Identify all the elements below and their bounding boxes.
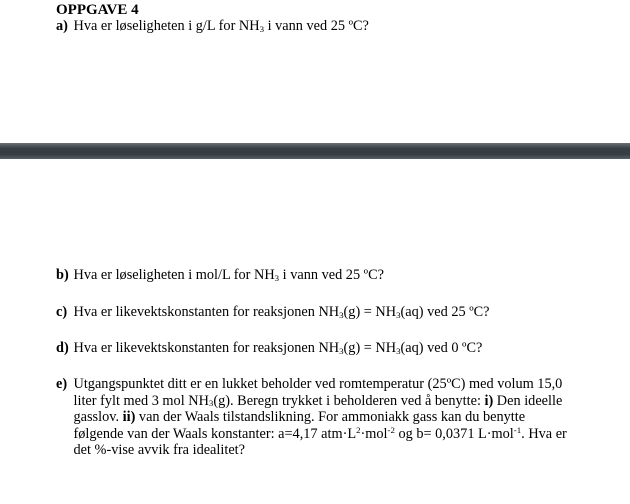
question-e-label: e) (56, 376, 68, 392)
question-c-label: c) (56, 304, 68, 320)
question-d-label: d) (56, 340, 69, 356)
question-c-text: Hva er likevektskonstanten for reaksjonen $NH_3(g) = NH_3(aq)$ ved 25 ºC? (73, 304, 490, 320)
question-a-text: Hva er løseligheten i g/L for $NH_3$ i vann ved 25 ºC? (73, 18, 369, 34)
question-b-text: Hva er løseligheten i mol/L for $NH_3$ i vann ved 25 ºC? (73, 267, 384, 283)
page-2 (0, 159, 630, 504)
question-e (56, 376, 619, 459)
page-separator (0, 143, 630, 159)
assignment-title: OPPGAVE 4 (56, 2, 139, 18)
page-1 (0, 0, 630, 143)
question-d-text: Hva er likevektskonstanten for reaksjonen $NH_3(g) = NH_3(aq)$ ved 0 ºC? (73, 340, 483, 356)
question-a-label: a) (56, 18, 68, 34)
question-b (56, 267, 384, 284)
question-a (56, 18, 369, 35)
question-b-label: b) (56, 267, 69, 283)
question-e-text: Utgangspunktet ditt er en lukket beholder ved romtemperatur (25ºC) med volum 15,0 liter fylt med 3 mol $NH_3(g)$. Beregn trykket i beholderen ved å benytte: i) Den ideelle gasslov. ii) van der Waals tilstandslikning. For ammoniakk gass kan du benytte følgende van der Waals konstanter: a=4,17 $atm\cdot L^2\cdot mol^{-2}$ og b= 0,0371 L·mol$^{-1}$. Hva er det %-vise avvik fra idealitet? (73, 376, 567, 459)
question-d (56, 340, 482, 357)
question-c (56, 304, 490, 321)
